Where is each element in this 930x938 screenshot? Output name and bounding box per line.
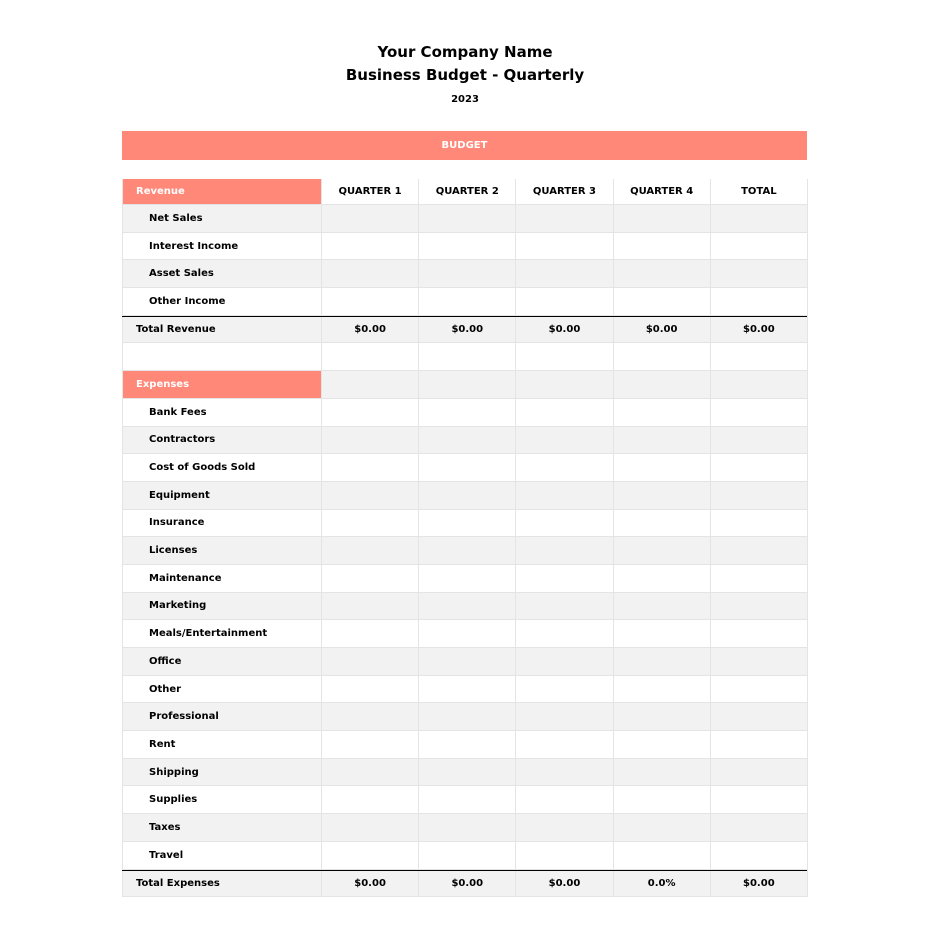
value-cell[interactable] [321, 593, 418, 620]
expense-row [122, 537, 807, 565]
column-header-quarter-2: QUARTER 2 [418, 179, 515, 204]
expense-row [122, 427, 807, 455]
value-cell[interactable] [613, 288, 710, 315]
value-cell[interactable] [710, 537, 807, 564]
expense-item-label: Travel [122, 842, 321, 869]
value-cell[interactable] [515, 427, 612, 454]
column-header-quarter-1: QUARTER 1 [321, 179, 418, 204]
total-expenses-q4: 0.0% [613, 871, 710, 897]
value-cell[interactable] [418, 288, 515, 315]
revenue-row [122, 288, 807, 316]
value-cell[interactable] [515, 260, 612, 287]
value-cell[interactable] [418, 371, 515, 398]
revenue-row [122, 233, 807, 261]
value-cell[interactable] [710, 676, 807, 703]
value-cell[interactable] [418, 814, 515, 841]
value-cell[interactable] [710, 814, 807, 841]
value-cell[interactable] [418, 731, 515, 758]
value-cell[interactable] [321, 482, 418, 509]
revenue-section-label: Revenue [122, 179, 321, 204]
value-cell[interactable] [321, 343, 418, 370]
value-cell[interactable] [515, 759, 612, 786]
value-cell[interactable] [321, 371, 418, 398]
value-cell[interactable] [418, 842, 515, 869]
expense-row [122, 510, 807, 538]
value-cell[interactable] [515, 288, 612, 315]
value-cell[interactable] [613, 620, 710, 647]
value-cell[interactable] [710, 786, 807, 813]
table-header-row [122, 179, 807, 205]
column-header-total: TOTAL [710, 179, 807, 204]
value-cell[interactable] [710, 510, 807, 537]
revenue-row [122, 260, 807, 288]
expense-item-label: Equipment [122, 482, 321, 509]
value-cell[interactable] [710, 759, 807, 786]
expense-row [122, 731, 807, 759]
expense-item-label: Licenses [122, 537, 321, 564]
value-cell[interactable] [321, 648, 418, 675]
value-cell[interactable] [418, 786, 515, 813]
value-cell[interactable] [418, 620, 515, 647]
value-cell[interactable] [515, 510, 612, 537]
spacer-cell [122, 343, 321, 370]
expense-row [122, 565, 807, 593]
value-cell[interactable] [321, 620, 418, 647]
value-cell[interactable] [613, 759, 710, 786]
value-cell[interactable] [710, 731, 807, 758]
value-cell[interactable] [515, 482, 612, 509]
expense-item-label: Meals/Entertainment [122, 620, 321, 647]
value-cell[interactable] [613, 233, 710, 260]
value-cell[interactable] [613, 371, 710, 398]
value-cell[interactable] [418, 648, 515, 675]
value-cell[interactable] [418, 233, 515, 260]
expense-row [122, 482, 807, 510]
expenses-section-label: Expenses [122, 371, 321, 398]
value-cell[interactable] [613, 205, 710, 232]
column-header-quarter-3: QUARTER 3 [515, 179, 612, 204]
expense-row [122, 648, 807, 676]
value-cell[interactable] [418, 676, 515, 703]
value-cell[interactable] [515, 731, 612, 758]
total-expenses-q1: $0.00 [321, 871, 418, 897]
value-cell[interactable] [418, 454, 515, 481]
value-cell[interactable] [515, 814, 612, 841]
value-cell[interactable] [515, 537, 612, 564]
value-cell[interactable] [710, 260, 807, 287]
total-revenue-q2: $0.00 [418, 317, 515, 343]
value-cell[interactable] [418, 593, 515, 620]
value-cell[interactable] [515, 648, 612, 675]
value-cell[interactable] [321, 427, 418, 454]
total-revenue-row [122, 316, 807, 344]
value-cell[interactable] [321, 842, 418, 869]
value-cell[interactable] [515, 703, 612, 730]
budget-table [122, 179, 808, 897]
value-cell[interactable] [321, 260, 418, 287]
value-cell[interactable] [613, 565, 710, 592]
value-cell[interactable] [321, 786, 418, 813]
value-cell[interactable] [710, 620, 807, 647]
value-cell[interactable] [710, 648, 807, 675]
revenue-item-label: Net Sales [122, 205, 321, 232]
expense-item-label: Marketing [122, 593, 321, 620]
total-revenue-q1: $0.00 [321, 317, 418, 343]
value-cell[interactable] [613, 676, 710, 703]
total-revenue-label: Total Revenue [122, 317, 321, 343]
expense-row [122, 399, 807, 427]
budget-title: Business Budget - Quarterly [345, 66, 585, 84]
total-revenue-total: $0.00 [710, 317, 807, 343]
value-cell[interactable] [710, 565, 807, 592]
value-cell[interactable] [710, 288, 807, 315]
value-cell[interactable] [710, 399, 807, 426]
value-cell[interactable] [321, 814, 418, 841]
value-cell[interactable] [321, 510, 418, 537]
value-cell[interactable] [321, 233, 418, 260]
value-cell[interactable] [710, 343, 807, 370]
expense-row [122, 759, 807, 787]
value-cell[interactable] [613, 703, 710, 730]
value-cell[interactable] [515, 620, 612, 647]
expense-item-label: Other [122, 676, 321, 703]
value-cell[interactable] [613, 537, 710, 564]
value-cell[interactable] [321, 205, 418, 232]
expense-item-label: Supplies [122, 786, 321, 813]
value-cell[interactable] [321, 759, 418, 786]
value-cell[interactable] [710, 703, 807, 730]
value-cell[interactable] [613, 343, 710, 370]
expense-row [122, 454, 807, 482]
value-cell[interactable] [515, 593, 612, 620]
expense-item-label: Contractors [122, 427, 321, 454]
value-cell[interactable] [321, 676, 418, 703]
expense-row [122, 676, 807, 704]
expense-item-label: Maintenance [122, 565, 321, 592]
total-revenue-q3: $0.00 [515, 317, 612, 343]
value-cell[interactable] [515, 371, 612, 398]
revenue-item-label: Asset Sales [122, 260, 321, 287]
value-cell[interactable] [613, 593, 710, 620]
value-cell[interactable] [515, 205, 612, 232]
value-cell[interactable] [515, 399, 612, 426]
total-expenses-q2: $0.00 [418, 871, 515, 897]
total-expenses-row [122, 870, 807, 898]
value-cell[interactable] [418, 703, 515, 730]
value-cell[interactable] [613, 814, 710, 841]
total-expenses-q3: $0.00 [515, 871, 612, 897]
expense-item-label: Taxes [122, 814, 321, 841]
expenses-header-row [122, 371, 807, 399]
value-cell[interactable] [321, 399, 418, 426]
value-cell[interactable] [710, 454, 807, 481]
expense-item-label: Shipping [122, 759, 321, 786]
value-cell[interactable] [613, 731, 710, 758]
revenue-row [122, 205, 807, 233]
value-cell[interactable] [418, 205, 515, 232]
value-cell[interactable] [613, 427, 710, 454]
value-cell[interactable] [710, 482, 807, 509]
value-cell[interactable] [321, 537, 418, 564]
value-cell[interactable] [321, 703, 418, 730]
value-cell[interactable] [613, 399, 710, 426]
value-cell[interactable] [710, 205, 807, 232]
value-cell[interactable] [321, 731, 418, 758]
value-cell[interactable] [515, 565, 612, 592]
spacer-row [122, 343, 807, 371]
value-cell[interactable] [515, 786, 612, 813]
expense-row [122, 814, 807, 842]
value-cell[interactable] [321, 454, 418, 481]
expense-row [122, 786, 807, 814]
expense-item-label: Bank Fees [122, 399, 321, 426]
value-cell[interactable] [515, 233, 612, 260]
expense-row [122, 620, 807, 648]
expense-row [122, 842, 807, 870]
expense-item-label: Cost of Goods Sold [122, 454, 321, 481]
total-revenue-q4: $0.00 [613, 317, 710, 343]
value-cell[interactable] [515, 343, 612, 370]
value-cell[interactable] [418, 399, 515, 426]
value-cell[interactable] [710, 842, 807, 869]
revenue-item-label: Other Income [122, 288, 321, 315]
value-cell[interactable] [418, 260, 515, 287]
revenue-item-label: Interest Income [122, 233, 321, 260]
value-cell[interactable] [418, 537, 515, 564]
value-cell[interactable] [710, 371, 807, 398]
value-cell[interactable] [710, 233, 807, 260]
value-cell[interactable] [613, 454, 710, 481]
value-cell[interactable] [515, 676, 612, 703]
budget-year: 2023 [451, 94, 479, 105]
expense-row [122, 703, 807, 731]
value-cell[interactable] [321, 288, 418, 315]
company-name: Your Company Name [377, 43, 553, 61]
value-cell[interactable] [418, 510, 515, 537]
column-header-quarter-4: QUARTER 4 [613, 179, 710, 204]
total-expenses-label: Total Expenses [122, 871, 321, 897]
value-cell[interactable] [515, 454, 612, 481]
value-cell[interactable] [613, 842, 710, 869]
value-cell[interactable] [515, 842, 612, 869]
value-cell[interactable] [418, 759, 515, 786]
value-cell[interactable] [710, 427, 807, 454]
value-cell[interactable] [613, 510, 710, 537]
value-cell[interactable] [710, 593, 807, 620]
value-cell[interactable] [418, 427, 515, 454]
value-cell[interactable] [321, 565, 418, 592]
expense-item-label: Rent [122, 731, 321, 758]
value-cell[interactable] [418, 343, 515, 370]
value-cell[interactable] [613, 260, 710, 287]
value-cell[interactable] [418, 482, 515, 509]
expense-row [122, 593, 807, 621]
expense-item-label: Insurance [122, 510, 321, 537]
value-cell[interactable] [613, 648, 710, 675]
budget-banner: BUDGET [122, 131, 807, 160]
total-expenses-total: $0.00 [710, 871, 807, 897]
expense-item-label: Professional [122, 703, 321, 730]
value-cell[interactable] [418, 565, 515, 592]
value-cell[interactable] [613, 786, 710, 813]
value-cell[interactable] [613, 482, 710, 509]
expense-item-label: Office [122, 648, 321, 675]
